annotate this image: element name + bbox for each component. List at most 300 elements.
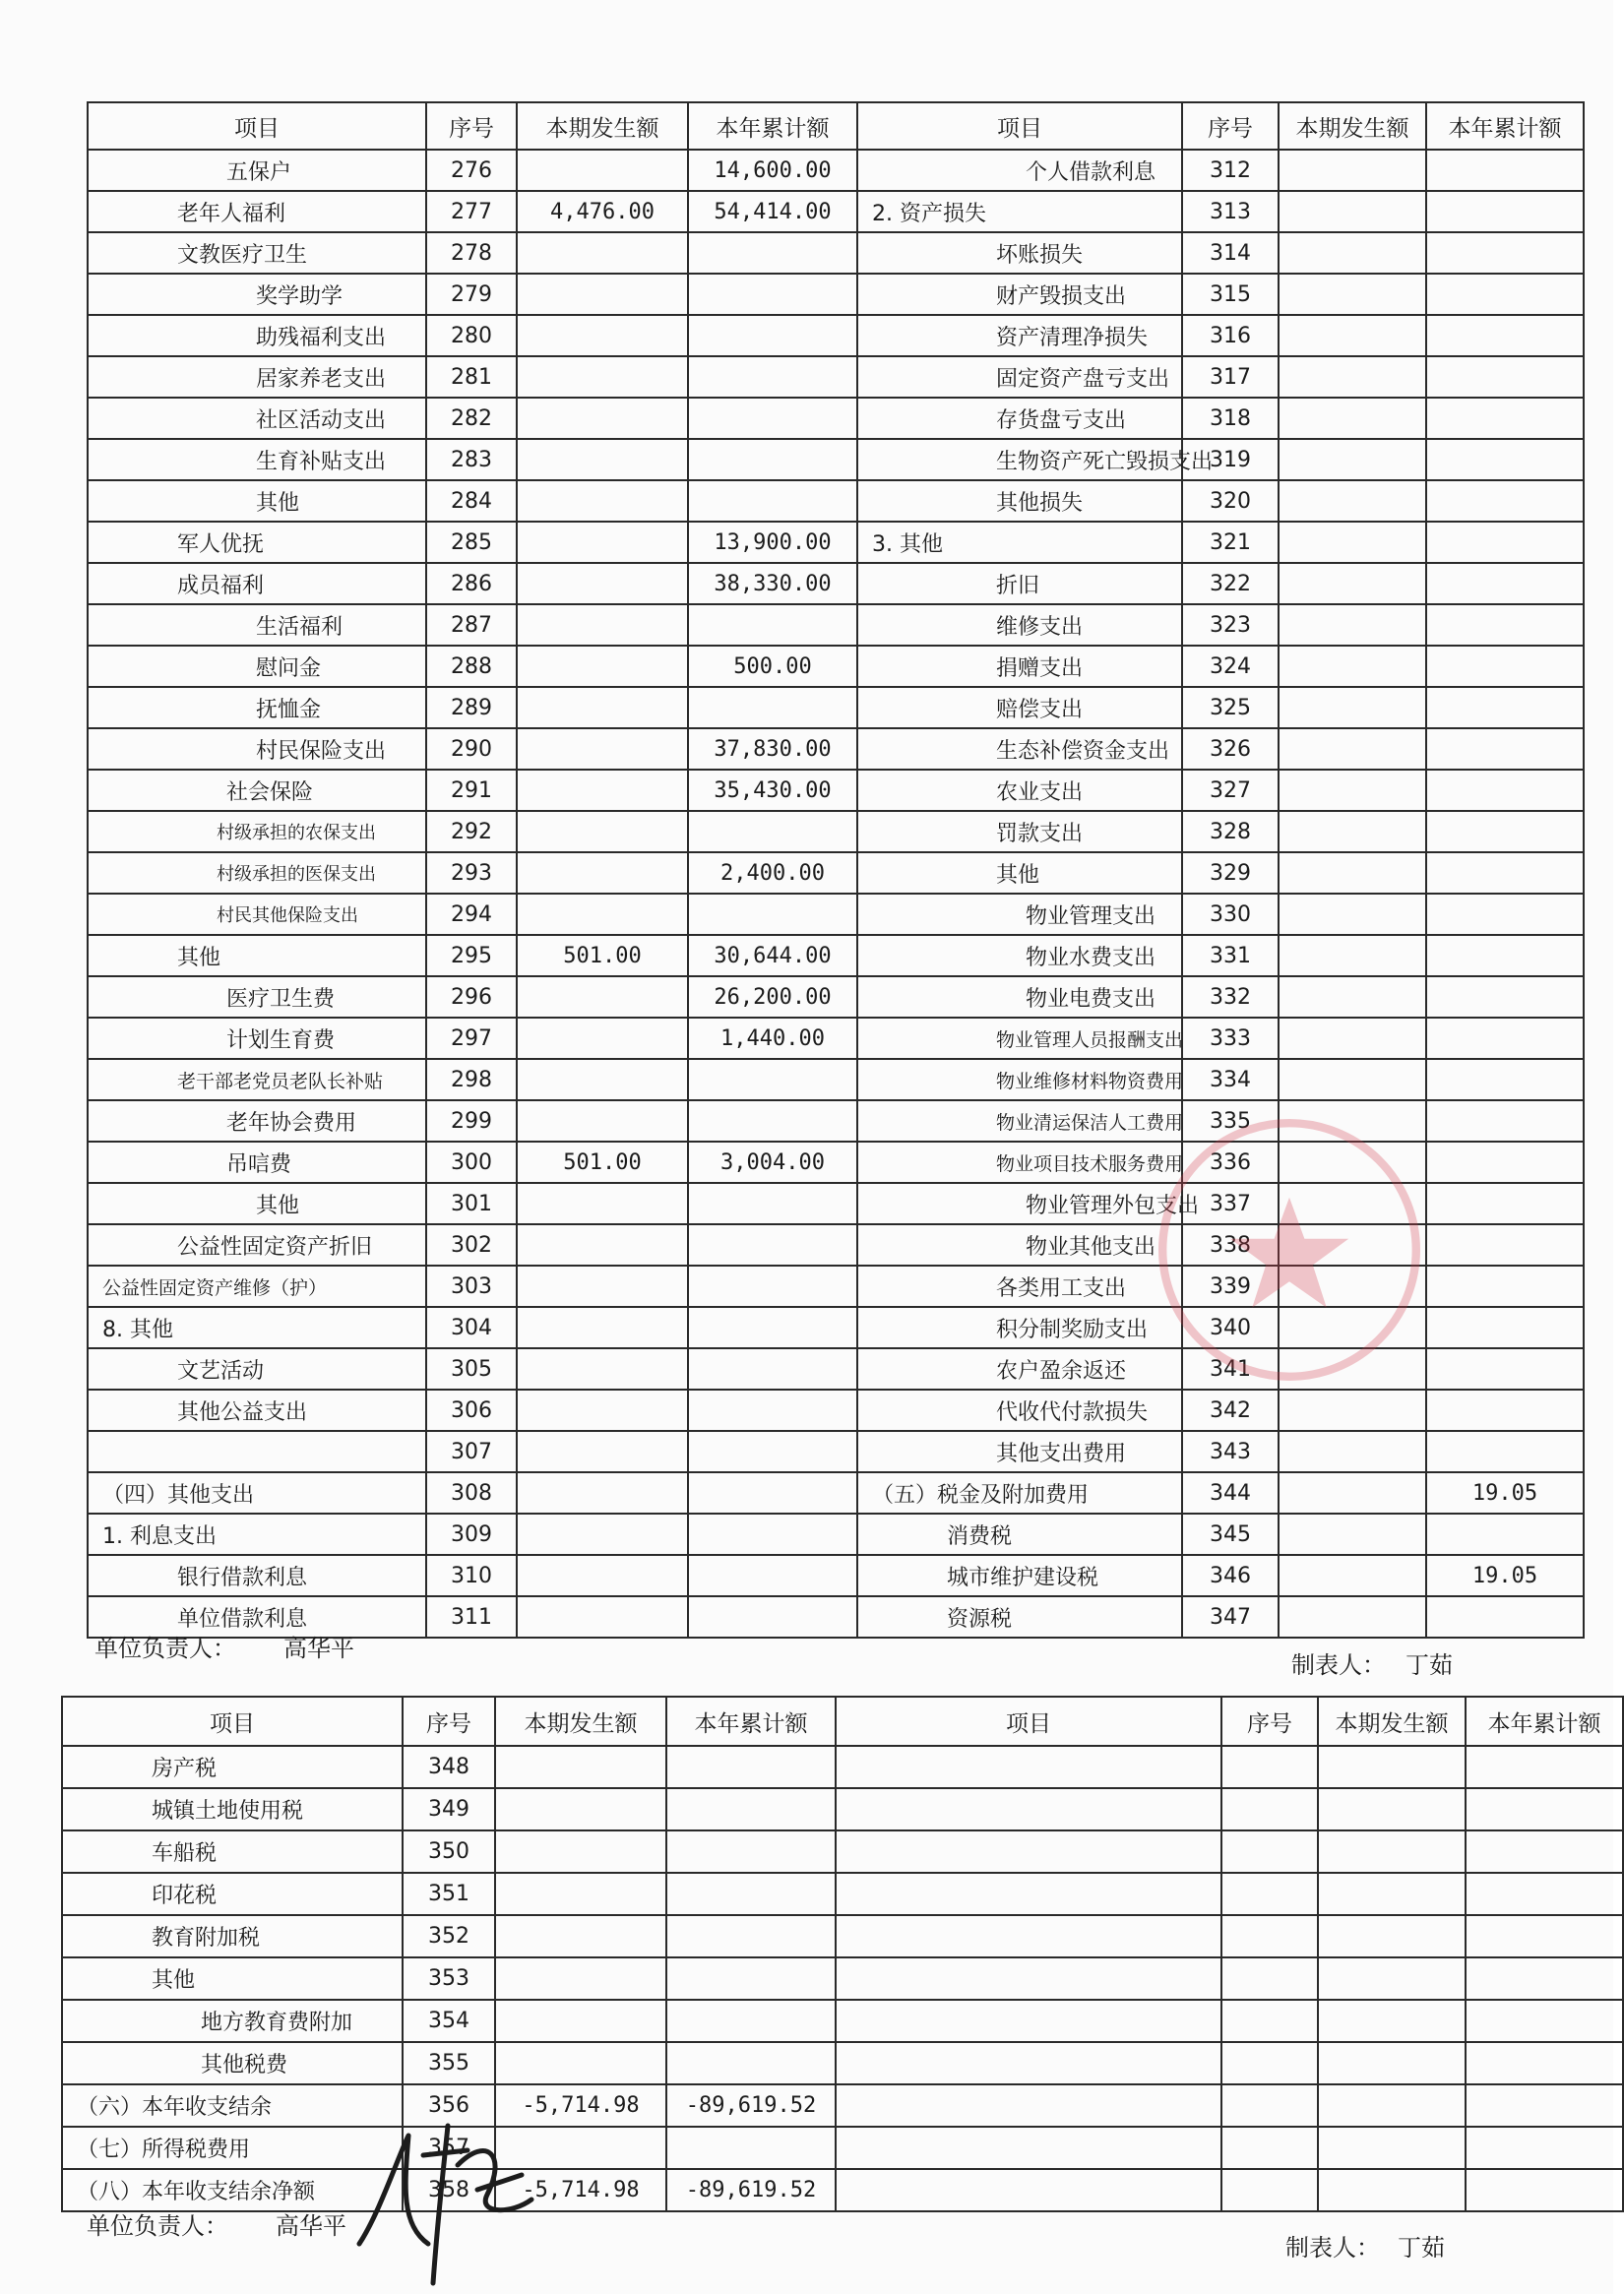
empty-cell	[1221, 1830, 1318, 1873]
current-amount-cell	[517, 315, 688, 356]
ytd-amount-cell	[666, 1746, 836, 1788]
current-amount-cell: -5,714.98	[495, 2169, 666, 2211]
item-name-cell: 物业其他支出	[857, 1224, 1182, 1266]
current-amount-cell	[1279, 1142, 1426, 1183]
empty-cell	[836, 1957, 1221, 2000]
ytd-amount-cell	[1426, 1100, 1584, 1142]
header-seq: 序号	[426, 102, 517, 150]
current-amount-cell	[517, 604, 688, 646]
table-row	[88, 1390, 1584, 1431]
empty-cell	[836, 1746, 1221, 1788]
ytd-amount-cell	[688, 1059, 857, 1100]
header-item: 项目	[836, 1697, 1221, 1746]
ytd-amount-cell: 35,430.00	[688, 770, 857, 811]
item-name-cell: 抚恤金	[88, 687, 426, 728]
table-row	[88, 1307, 1584, 1348]
empty-cell	[1318, 2042, 1466, 2084]
seq-cell: 285	[426, 522, 517, 563]
table-row	[88, 1142, 1584, 1183]
item-name-cell: 存货盘亏支出	[857, 398, 1182, 439]
table-row	[88, 1100, 1584, 1142]
empty-cell	[1466, 2084, 1623, 2127]
item-name-cell: 公益性固定资产折旧	[88, 1224, 426, 1266]
current-amount-cell	[1279, 1348, 1426, 1390]
ytd-amount-cell	[1426, 1390, 1584, 1431]
ytd-amount-cell: 30,644.00	[688, 935, 857, 976]
current-amount-cell	[517, 728, 688, 770]
ytd-amount-cell	[1426, 1431, 1584, 1472]
empty-cell	[1221, 2127, 1318, 2169]
header-current: 本期发生额	[495, 1697, 666, 1746]
current-amount-cell	[517, 1555, 688, 1596]
seq-cell: 349	[403, 1788, 495, 1830]
current-amount-cell	[1279, 852, 1426, 894]
seq-cell: 332	[1182, 976, 1279, 1018]
current-amount-cell	[1279, 1307, 1426, 1348]
header-current: 本期发生额	[1279, 102, 1426, 150]
seq-cell: 333	[1182, 1018, 1279, 1059]
seq-cell: 298	[426, 1059, 517, 1100]
table-row	[88, 852, 1584, 894]
current-amount-cell	[517, 1307, 688, 1348]
table-row	[88, 274, 1584, 315]
current-amount-cell	[517, 356, 688, 398]
ytd-amount-cell: 19.05	[1426, 1472, 1584, 1514]
empty-cell	[1466, 2000, 1623, 2042]
current-amount-cell	[1279, 1596, 1426, 1638]
seq-cell: 278	[426, 232, 517, 274]
current-amount-cell	[517, 1018, 688, 1059]
table-header-row	[88, 102, 1584, 150]
current-amount-cell	[517, 1390, 688, 1431]
item-name-cell: 奖学助学	[88, 274, 426, 315]
item-name-cell: 其他公益支出	[88, 1390, 426, 1431]
ytd-amount-cell	[1426, 1514, 1584, 1555]
item-name-cell: （四）其他支出	[88, 1472, 426, 1514]
current-amount-cell	[1279, 150, 1426, 191]
table-row	[62, 2084, 1623, 2127]
item-name-cell: 生物资产死亡毁损支出	[857, 439, 1182, 480]
item-name-cell: 村民其他保险支出	[88, 894, 426, 935]
ytd-amount-cell	[688, 274, 857, 315]
item-name-cell: 积分制奖励支出	[857, 1307, 1182, 1348]
seq-cell: 345	[1182, 1514, 1279, 1555]
maker-label-2: 制表人：	[1285, 2234, 1380, 2262]
current-amount-cell	[1279, 646, 1426, 687]
current-amount-cell	[517, 563, 688, 604]
ytd-amount-cell	[688, 315, 857, 356]
table-row	[62, 2042, 1623, 2084]
ytd-amount-cell	[1426, 191, 1584, 232]
empty-cell	[1466, 2042, 1623, 2084]
ytd-amount-cell	[1426, 770, 1584, 811]
ytd-amount-cell	[688, 1472, 857, 1514]
seq-cell: 334	[1182, 1059, 1279, 1100]
current-amount-cell	[1279, 315, 1426, 356]
empty-cell	[1466, 2127, 1623, 2169]
current-amount-cell	[517, 1266, 688, 1307]
item-name-cell: 物业清运保洁人工费用	[857, 1100, 1182, 1142]
empty-cell	[1221, 1957, 1318, 2000]
table-row	[88, 1514, 1584, 1555]
seq-cell: 295	[426, 935, 517, 976]
current-amount-cell	[1279, 356, 1426, 398]
seq-cell: 305	[426, 1348, 517, 1390]
table-row	[88, 811, 1584, 852]
table-row	[62, 2127, 1623, 2169]
table-row	[88, 480, 1584, 522]
current-amount-cell	[517, 274, 688, 315]
current-amount-cell	[517, 398, 688, 439]
seq-cell: 326	[1182, 728, 1279, 770]
current-amount-cell	[517, 687, 688, 728]
ytd-amount-cell	[1426, 480, 1584, 522]
empty-cell	[1318, 1746, 1466, 1788]
maker-label-1: 制表人：	[1291, 1651, 1386, 1679]
ytd-amount-cell: 38,330.00	[688, 563, 857, 604]
seq-cell: 283	[426, 439, 517, 480]
item-name-cell: 其他	[88, 480, 426, 522]
table-row	[88, 935, 1584, 976]
current-amount-cell	[1279, 811, 1426, 852]
ytd-amount-cell	[1426, 1596, 1584, 1638]
current-amount-cell	[1279, 1018, 1426, 1059]
seq-cell: 308	[426, 1472, 517, 1514]
seq-cell: 302	[426, 1224, 517, 1266]
seq-cell: 307	[426, 1431, 517, 1472]
current-amount-cell	[517, 852, 688, 894]
seq-cell: 346	[1182, 1555, 1279, 1596]
seq-cell: 290	[426, 728, 517, 770]
item-name-cell: 1. 利息支出	[88, 1514, 426, 1555]
header-seq: 序号	[1182, 102, 1279, 150]
current-amount-cell	[1279, 1390, 1426, 1431]
empty-cell	[1466, 1788, 1623, 1830]
item-name-cell: 医疗卫生费	[88, 976, 426, 1018]
seq-cell: 294	[426, 894, 517, 935]
seq-cell: 348	[403, 1746, 495, 1788]
current-amount-cell	[517, 1183, 688, 1224]
ytd-amount-cell	[688, 1390, 857, 1431]
current-amount-cell	[517, 1100, 688, 1142]
item-name-cell: 城市维护建设税	[857, 1555, 1182, 1596]
seq-cell: 304	[426, 1307, 517, 1348]
ytd-amount-cell	[666, 1788, 836, 1830]
ytd-amount-cell: -89,619.52	[666, 2084, 836, 2127]
header-current: 本期发生额	[517, 102, 688, 150]
empty-cell	[1221, 1915, 1318, 1957]
current-amount-cell	[495, 1915, 666, 1957]
table-row	[62, 1957, 1623, 2000]
ytd-amount-cell	[1426, 522, 1584, 563]
ytd-amount-cell	[666, 2127, 836, 2169]
empty-cell	[1466, 1915, 1623, 1957]
current-amount-cell	[1279, 976, 1426, 1018]
current-amount-cell	[1279, 687, 1426, 728]
current-amount-cell	[1279, 1555, 1426, 1596]
ytd-amount-cell: 14,600.00	[688, 150, 857, 191]
table-row	[88, 150, 1584, 191]
ytd-amount-cell	[1426, 687, 1584, 728]
ytd-amount-cell	[1426, 563, 1584, 604]
current-amount-cell	[517, 439, 688, 480]
empty-cell	[1318, 1788, 1466, 1830]
table-row	[88, 646, 1584, 687]
ytd-amount-cell	[688, 232, 857, 274]
item-name-cell: 其他	[62, 1957, 403, 2000]
ytd-amount-cell	[666, 1957, 836, 2000]
seq-cell: 301	[426, 1183, 517, 1224]
item-name-cell: 社区活动支出	[88, 398, 426, 439]
table-row	[62, 1830, 1623, 1873]
table-row	[62, 1746, 1623, 1788]
item-name-cell: 地方教育费附加	[62, 2000, 403, 2042]
header-ytd: 本年累计额	[1426, 102, 1584, 150]
current-amount-cell	[517, 976, 688, 1018]
seq-cell: 277	[426, 191, 517, 232]
seq-cell: 279	[426, 274, 517, 315]
seq-cell: 288	[426, 646, 517, 687]
ytd-amount-cell	[1426, 356, 1584, 398]
current-amount-cell	[517, 480, 688, 522]
ytd-amount-cell	[1426, 1142, 1584, 1183]
ytd-amount-cell	[1426, 894, 1584, 935]
seq-cell: 315	[1182, 274, 1279, 315]
item-name-cell: 村级承担的农保支出	[88, 811, 426, 852]
item-name-cell: 折旧	[857, 563, 1182, 604]
item-name-cell: 居家养老支出	[88, 356, 426, 398]
current-amount-cell	[1279, 1100, 1426, 1142]
table-row	[88, 894, 1584, 935]
current-amount-cell	[517, 1431, 688, 1472]
empty-cell	[836, 2127, 1221, 2169]
table-row	[88, 728, 1584, 770]
seq-cell: 341	[1182, 1348, 1279, 1390]
seq-cell: 297	[426, 1018, 517, 1059]
seq-cell: 352	[403, 1915, 495, 1957]
ytd-amount-cell	[688, 1555, 857, 1596]
ytd-amount-cell	[1426, 1348, 1584, 1390]
current-amount-cell: 501.00	[517, 1142, 688, 1183]
current-amount-cell	[517, 150, 688, 191]
ytd-amount-cell	[1426, 1266, 1584, 1307]
maker-name-2: 丁茹	[1398, 2234, 1445, 2262]
seq-cell: 331	[1182, 935, 1279, 976]
seq-cell: 282	[426, 398, 517, 439]
header-item: 项目	[857, 102, 1182, 150]
item-name-cell: 老干部老党员老队长补贴	[88, 1059, 426, 1100]
current-amount-cell	[1279, 604, 1426, 646]
ytd-amount-cell	[1426, 646, 1584, 687]
ytd-amount-cell	[688, 398, 857, 439]
item-name-cell: 代收代付款损失	[857, 1390, 1182, 1431]
ytd-amount-cell	[1426, 728, 1584, 770]
item-name-cell: （八）本年收支结余净额	[62, 2169, 403, 2211]
item-name-cell: 车船税	[62, 1830, 403, 1873]
seq-cell: 314	[1182, 232, 1279, 274]
table-row	[62, 1873, 1623, 1915]
seq-cell: 354	[403, 2000, 495, 2042]
current-amount-cell	[517, 1224, 688, 1266]
seq-cell: 316	[1182, 315, 1279, 356]
current-amount-cell: 4,476.00	[517, 191, 688, 232]
ytd-amount-cell: 500.00	[688, 646, 857, 687]
seq-cell: 342	[1182, 1390, 1279, 1431]
table-row	[88, 1555, 1584, 1596]
empty-cell	[1221, 2169, 1318, 2211]
current-amount-cell	[517, 770, 688, 811]
seq-cell: 328	[1182, 811, 1279, 852]
expense-ledger-table-1	[87, 101, 1585, 1639]
ytd-amount-cell	[688, 687, 857, 728]
seq-cell: 296	[426, 976, 517, 1018]
seq-cell: 321	[1182, 522, 1279, 563]
item-name-cell: 财产毁损支出	[857, 274, 1182, 315]
table-row	[88, 1348, 1584, 1390]
current-amount-cell	[1279, 1266, 1426, 1307]
item-name-cell: 其他	[88, 935, 426, 976]
seq-cell: 317	[1182, 356, 1279, 398]
empty-cell	[836, 2000, 1221, 2042]
table-row	[62, 1915, 1623, 1957]
empty-cell	[836, 1873, 1221, 1915]
empty-cell	[1318, 2084, 1466, 2127]
item-name-cell: 其他税费	[62, 2042, 403, 2084]
item-name-cell: 物业管理支出	[857, 894, 1182, 935]
item-name-cell: 老年人福利	[88, 191, 426, 232]
empty-cell	[1466, 1957, 1623, 2000]
ytd-amount-cell: 37,830.00	[688, 728, 857, 770]
seq-cell: 276	[426, 150, 517, 191]
table-row	[88, 232, 1584, 274]
table-row	[62, 1788, 1623, 1830]
seq-cell: 319	[1182, 439, 1279, 480]
ytd-amount-cell	[688, 811, 857, 852]
ytd-amount-cell	[688, 1100, 857, 1142]
empty-cell	[1318, 2169, 1466, 2211]
item-name-cell: 农业支出	[857, 770, 1182, 811]
seq-cell: 330	[1182, 894, 1279, 935]
ytd-amount-cell	[688, 894, 857, 935]
item-name-cell: 其他	[857, 852, 1182, 894]
current-amount-cell	[517, 1596, 688, 1638]
empty-cell	[1318, 2000, 1466, 2042]
seq-cell: 329	[1182, 852, 1279, 894]
seq-cell: 300	[426, 1142, 517, 1183]
table-row	[88, 604, 1584, 646]
seq-cell: 287	[426, 604, 517, 646]
leader-label-2: 单位负责人：	[87, 2212, 228, 2240]
item-name-cell: 资源税	[857, 1596, 1182, 1638]
current-amount-cell	[1279, 770, 1426, 811]
header-ytd: 本年累计额	[666, 1697, 836, 1746]
empty-cell	[1466, 1830, 1623, 1873]
ytd-amount-cell	[1426, 232, 1584, 274]
current-amount-cell	[495, 2000, 666, 2042]
empty-cell	[1318, 2127, 1466, 2169]
item-name-cell: 城镇土地使用税	[62, 1788, 403, 1830]
seq-cell: 325	[1182, 687, 1279, 728]
leader-name-1: 高华平	[283, 1635, 354, 1662]
leader-name-2: 高华平	[276, 2212, 346, 2240]
item-name-cell: 银行借款利息	[88, 1555, 426, 1596]
table-row	[88, 1472, 1584, 1514]
table-row	[88, 563, 1584, 604]
empty-cell	[1318, 1957, 1466, 2000]
empty-cell	[836, 1788, 1221, 1830]
current-amount-cell	[1279, 439, 1426, 480]
empty-cell	[1221, 1873, 1318, 1915]
item-name-cell: （六）本年收支结余	[62, 2084, 403, 2127]
current-amount-cell	[1279, 1431, 1426, 1472]
item-name-cell: 五保户	[88, 150, 426, 191]
item-name-cell: 2. 资产损失	[857, 191, 1182, 232]
item-name-cell: 维修支出	[857, 604, 1182, 646]
item-name-cell: 固定资产盘亏支出	[857, 356, 1182, 398]
item-name-cell: 资产清理净损失	[857, 315, 1182, 356]
current-amount-cell: -5,714.98	[495, 2084, 666, 2127]
item-name-cell: 老年协会费用	[88, 1100, 426, 1142]
empty-cell	[1318, 1873, 1466, 1915]
seq-cell: 318	[1182, 398, 1279, 439]
ytd-amount-cell	[688, 1596, 857, 1638]
maker-name-1: 丁茹	[1405, 1651, 1453, 1679]
current-amount-cell	[517, 1059, 688, 1100]
current-amount-cell	[1279, 398, 1426, 439]
ytd-amount-cell	[688, 1183, 857, 1224]
empty-cell	[836, 1915, 1221, 1957]
seq-cell: 340	[1182, 1307, 1279, 1348]
current-amount-cell	[1279, 191, 1426, 232]
seq-cell: 358	[403, 2169, 495, 2211]
ytd-amount-cell	[688, 1514, 857, 1555]
ytd-amount-cell	[1426, 976, 1584, 1018]
item-name-cell: 物业水费支出	[857, 935, 1182, 976]
empty-cell	[1221, 2084, 1318, 2127]
current-amount-cell	[1279, 1472, 1426, 1514]
table-row	[62, 2000, 1623, 2042]
item-name-cell: 罚款支出	[857, 811, 1182, 852]
seq-cell: 309	[426, 1514, 517, 1555]
ytd-amount-cell	[688, 356, 857, 398]
current-amount-cell	[1279, 1514, 1426, 1555]
header-current: 本期发生额	[1318, 1697, 1466, 1746]
table-row	[88, 1431, 1584, 1472]
ytd-amount-cell	[1426, 935, 1584, 976]
item-name-cell: 物业项目技术服务费用	[857, 1142, 1182, 1183]
table-row	[88, 687, 1584, 728]
item-name-cell: 社会保险	[88, 770, 426, 811]
header-ytd: 本年累计额	[1466, 1697, 1623, 1746]
seq-cell: 357	[403, 2127, 495, 2169]
item-name-cell: 房产税	[62, 1746, 403, 1788]
seq-cell: 284	[426, 480, 517, 522]
item-name-cell: 消费税	[857, 1514, 1182, 1555]
ytd-amount-cell: 19.05	[1426, 1555, 1584, 1596]
table-row	[88, 976, 1584, 1018]
current-amount-cell	[517, 894, 688, 935]
current-amount-cell	[1279, 480, 1426, 522]
table-row	[88, 356, 1584, 398]
empty-cell	[1318, 1915, 1466, 1957]
item-name-cell: 物业管理人员报酬支出	[857, 1018, 1182, 1059]
ytd-amount-cell	[1426, 1018, 1584, 1059]
ytd-amount-cell	[666, 1915, 836, 1957]
seq-cell: 327	[1182, 770, 1279, 811]
expense-ledger-table-2	[61, 1696, 1624, 2212]
ytd-amount-cell	[1426, 398, 1584, 439]
table-row	[88, 439, 1584, 480]
